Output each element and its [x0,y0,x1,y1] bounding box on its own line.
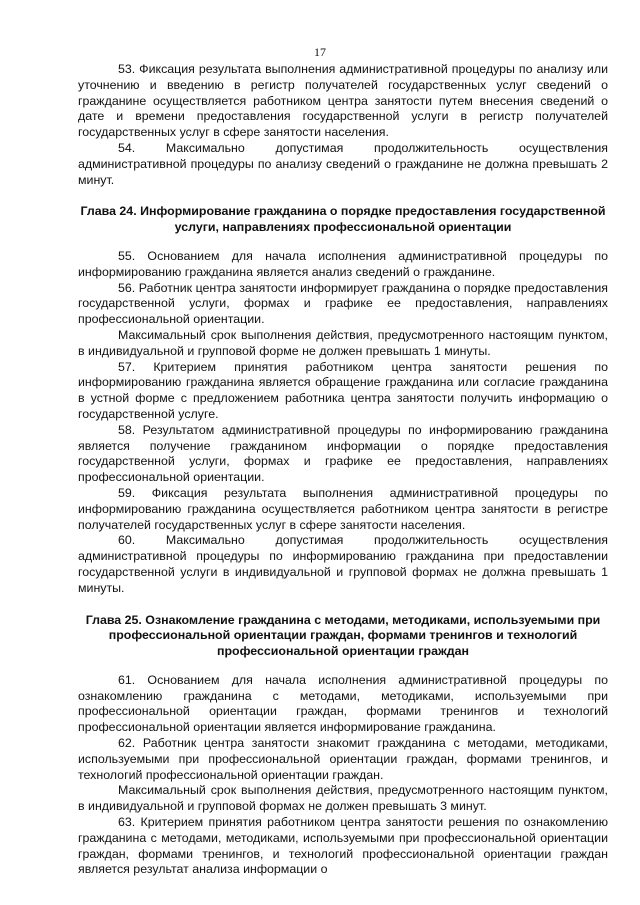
paragraph-61: 61. Основанием для начала исполнения административной процедуры по ознакомлению гражданина с методами, методиками, используемыми при профессиональной ориентации граждан, формами тренингов и технологий профессиональной ориентации является информирование гражданина. [78,672,608,735]
paragraph-63: 63. Критерием принятия работником центра занятости решения по ознакомлению гражданина с методами, методиками, используемыми при профессиональной ориентации граждан, формами тренингов, и технологий профессиональной ориентации граждан является результат анализа информации о [78,815,608,877]
document-body [78,62,608,878]
paragraph-60: 60. Максимально допустимая продолжительность осуществления административной процедуры по информированию гражданина при предоставлении государственной услуги в индивидуальной и групповой формах не должна превышать 1 минуты. [78,533,608,595]
chapter-25-heading: Глава 25. Ознакомление гражданина с методами, методиками, используемыми при профессиональной ориентации граждан, формами тренингов и технологий профессиональной ориентации граждан [85,612,601,659]
paragraph-56-time-limit: Максимальный срок выполнения действия, предусмотренного настоящим пунктом, в индивидуальной и групповой форме не должен превышать 1 минуты. [78,327,608,358]
paragraph-55: 55. Основанием для начала исполнения административной процедуры по информированию гражданина является анализ сведений о гражданине. [78,248,608,279]
paragraph-57: 57. Критерием принятия работником центра занятости решения по информированию гражданина является обращение гражданина или согласие гражданина в устной форме с предложением работника центра занятости получить информацию о государственной услуге. [78,359,608,421]
chapter-24-heading: Глава 24. Информирование гражданина о порядке предоставления государственной услуги, направлениях профессиональной ориентации [80,204,606,235]
page-number: 17 [314,45,326,59]
paragraph-53: 53. Фиксация результата выполнения административной процедуры по анализу или уточнению и введению в регистр получателей государственных услуг сведений о гражданине осуществляется работником центра занятости путем внесения сведений о дате и времени предоставления государственной услуги в регистр получателей государственных услуг в сфере занятости населения. [78,62,608,140]
paragraph-59: 59. Фиксация результата выполнения административной процедуры по информированию гражданина осуществляется работником центра занятости в регистре получателей государственных услуг в сфере занятости населения. [78,485,608,532]
paragraph-62-time-limit: Максимальный срок выполнения действия, предусмотренного настоящим пунктом, в индивидуальной и групповой формах не должен превышать 3 минут. [78,783,608,814]
paragraph-56: 56. Работник центра занятости информирует гражданина о порядке предоставления государственной услуги, формах и графике ее предоставления, направлениях профессиональной ориентации. [78,280,608,327]
paragraph-62: 62. Работник центра занятости знакомит гражданина с методами, методиками, используемыми при профессиональной ориентации граждан, формами тренингов, и технологий профессиональной ориентации граждан. [78,736,608,782]
paragraph-58: 58. Результатом административной процедуры по информированию гражданина является получение гражданином информации о порядке предоставления государственной услуги, формах и графике ее предоставления, направлениях профессиональной ориентации. [78,422,608,485]
paragraph-54: 54. Максимально допустимая продолжительность осуществления административной процедуры по анализу сведений о гражданине не должна превышать 2 минут. [78,140,608,187]
